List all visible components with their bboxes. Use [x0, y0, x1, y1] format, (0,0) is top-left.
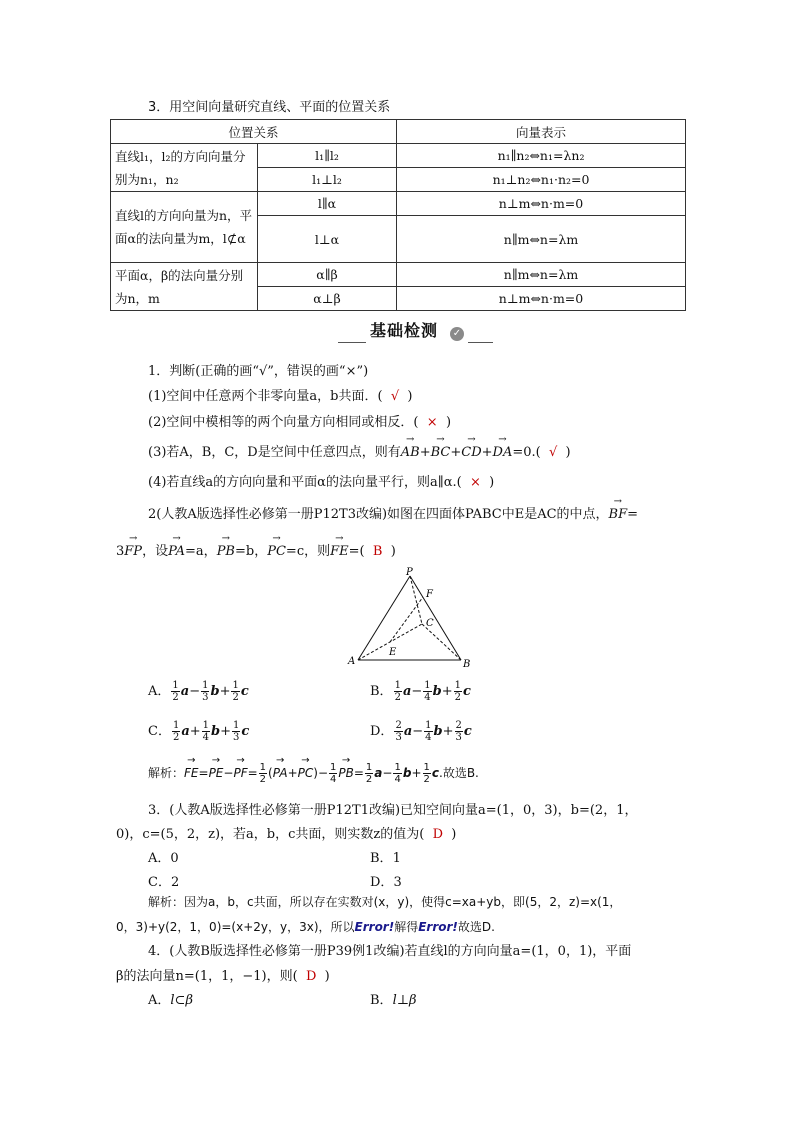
option-label: C．	[148, 724, 171, 739]
solution-text: 解得	[394, 920, 419, 934]
option-text: l⊂β	[170, 993, 193, 1008]
solution-tail: 故选B.	[442, 766, 479, 780]
q1-answer: √	[390, 389, 400, 404]
group-desc: 直线l₁，l₂的方向向量分别为n₁，n₂	[111, 144, 258, 192]
relation-cell: α∥β	[258, 263, 397, 287]
q2-solution: 解析：→ FE=→ PE−→ PF= $\frac{1}{2}$ (→ PA+→ PC)− $\frac{1}{4}$ → PB= $\frac{1}{2}$ a− $\frac{1}{4}$ b+ $\frac{1}{2}$ c.故选B.	[148, 762, 479, 785]
relation-table	[110, 119, 686, 311]
option-label: D．	[370, 724, 394, 739]
q4-answer: D	[305, 969, 317, 984]
q4-text: β的法向量n=(1，1，−1)，则(	[116, 969, 298, 984]
q1-item	[148, 471, 494, 490]
solution-label: 解析：	[148, 766, 185, 780]
option-text: 2	[170, 875, 180, 890]
header-relation: 位置关系	[111, 120, 397, 144]
check-icon: ✓	[450, 327, 464, 341]
option-text: 1	[392, 851, 401, 866]
segment-fe	[390, 597, 423, 642]
q2-option-b[interactable]: B． $\frac{1}{2}$ a− $\frac{1}{4}$ b+ $\frac{1}{2}$ c	[370, 680, 471, 703]
q4-paren: )	[324, 969, 330, 984]
q4-option-a[interactable]	[148, 989, 193, 1008]
group-desc: 平面α，β的法向量分别为n，m	[111, 263, 258, 311]
q3-stem-line2	[116, 823, 456, 842]
q1-item-text: (1)空间中任意两个非零向量a，b共面．(	[148, 389, 383, 404]
q1-paren: )	[489, 475, 495, 490]
vector-cell: n⊥m⇔n·m=0	[397, 192, 686, 216]
vector-cell: n₁⊥n₂⇔n₁·n₂=0	[397, 168, 686, 192]
tetrahedron-figure	[340, 566, 475, 672]
q1-item	[148, 411, 451, 430]
q2-option-c[interactable]: C． $\frac{1}{2}$ a+ $\frac{1}{4}$ b+ $\frac{1}{3}$ c	[148, 720, 250, 743]
relation-cell: l∥α	[258, 192, 397, 216]
q1-answer: √	[548, 445, 558, 460]
label-p: P	[406, 567, 413, 578]
header-vector: 向量表示	[397, 120, 686, 144]
option-label: B．	[370, 684, 393, 699]
q2-text: ，设	[142, 544, 169, 559]
q2-text: =(	[348, 544, 365, 559]
vector-cell: n∥m⇔n=λm	[397, 263, 686, 287]
q2-text: =c，则	[285, 544, 331, 559]
banner-rule-left	[338, 342, 366, 343]
q3-solution-line2	[116, 918, 495, 935]
q2-option-a[interactable]: A． $\frac{1}{2}$ a− $\frac{1}{3}$ b+ $\frac{1}{2}$ c	[148, 680, 249, 703]
group-desc: 直线l的方向向量为n，平面α的法向量为m，l⊄α	[111, 192, 258, 263]
edge-pa	[358, 576, 410, 660]
q1-paren: )	[407, 389, 413, 404]
q2-text: 3	[116, 544, 125, 559]
edge-bc	[422, 624, 461, 660]
q1-paren: )	[565, 445, 571, 460]
error-text: Error!	[418, 920, 458, 934]
option-label: A．	[148, 993, 171, 1008]
q2-text: =a，	[185, 544, 217, 559]
q3-option-a[interactable]	[148, 847, 179, 866]
solution-text: 0，3)+y(2，1，0)=(x+2y，y，3x)，所以	[116, 920, 355, 934]
label-e: E	[389, 647, 397, 658]
q2-stem-line2: 3→ FP，设→ PA=a，→ PB=b，→ PC=c，则→ FE=( B )	[116, 540, 396, 559]
q4-option-b[interactable]	[370, 989, 416, 1008]
q1-item-text: (3)若A，B，C，D是空间中任意四点，则有	[148, 445, 401, 460]
q2-text: 2(人教A版选择性必修第一册P12T3改编)如图在四面体PABC中E是AC的中点，	[148, 507, 609, 522]
section-banner	[338, 318, 493, 346]
q3-option-b[interactable]	[370, 847, 401, 866]
relation-cell: l⊥α	[258, 216, 397, 263]
option-label: A．	[148, 851, 171, 866]
option-label: B．	[370, 851, 393, 866]
section-title: 3．用空间向量研究直线、平面的位置关系	[148, 100, 391, 115]
label-c: C	[426, 618, 434, 629]
option-label: A．	[148, 684, 171, 699]
q3-option-d[interactable]	[370, 871, 402, 890]
q4-stem-line1: 4．(人教B版选择性必修第一册P39例1改编)若直线l的方向向量a=(1，0，1)，平面	[148, 944, 632, 959]
option-text: 3	[393, 875, 402, 890]
q1-answer: ×	[426, 415, 438, 430]
label-f: F	[426, 589, 433, 600]
q1-item: (3)若A，B，C，D是空间中任意四点，则有→ AB+→ BC+→ CD+→ DA=0.( √ )	[148, 441, 571, 460]
q3-answer: D	[432, 827, 444, 842]
q3-option-c[interactable]	[148, 871, 179, 890]
option-text: l⊥β	[392, 993, 417, 1008]
q3-stem-line1: 3．(人教A版选择性必修第一册P12T1改编)已知空间向量a=(1，0，3)，b=(2，1，	[148, 803, 638, 818]
q2-paren: )	[390, 544, 396, 559]
banner-rule-right	[468, 342, 493, 343]
q1-item	[148, 385, 412, 404]
q1-item-text: =0.(	[512, 445, 541, 460]
q3-text: 0)，c=(5，2，z)，若a，b，c共面，则实数z的值为(	[116, 827, 425, 842]
label-a: A	[348, 656, 356, 667]
option-label: D．	[370, 875, 394, 890]
banner-title: 基础检测	[370, 321, 439, 340]
label-b: B	[463, 659, 471, 670]
q4-stem-line2	[116, 965, 330, 984]
relation-cell: l₁∥l₂	[258, 144, 397, 168]
q1-stem: 1．判断(正确的画“√”，错误的画“×”)	[148, 364, 369, 379]
solution-text: 故选D.	[457, 920, 495, 934]
error-text: Error!	[354, 920, 395, 934]
vector-cell: n∥m⇔n=λm	[397, 216, 686, 263]
q2-text: =b，	[235, 544, 268, 559]
vector-cell: n₁∥n₂⇔n₁=λn₂	[397, 144, 686, 168]
q1-paren: )	[445, 415, 452, 430]
q3-paren: )	[451, 827, 457, 842]
q2-text: =	[627, 507, 639, 522]
option-text: 0	[170, 851, 179, 866]
relation-cell: α⊥β	[258, 287, 397, 311]
relation-cell: l₁⊥l₂	[258, 168, 397, 192]
q2-answer: B	[372, 544, 383, 559]
q2-stem-line1: 2(人教A版选择性必修第一册P12T3改编)如图在四面体PABC中E是AC的中点，→ BF=	[148, 503, 638, 522]
q1-item-text: (4)若直线a的方向向量和平面α的法向量平行，则a∥α.(	[148, 475, 462, 490]
option-label: B．	[370, 993, 393, 1008]
edge-pb	[410, 576, 461, 660]
q2-option-d[interactable]: D． $\frac{2}{3}$ a− $\frac{1}{4}$ b+ $\frac{2}{3}$ c	[370, 720, 472, 743]
option-label: C．	[148, 875, 171, 890]
q1-item-text: (2)空间中模相等的两个向量方向相同或相反．(	[148, 415, 419, 430]
vector-cell: n⊥m⇔n·m=0	[397, 287, 686, 311]
q1-answer: ×	[469, 475, 481, 490]
q3-solution-line1: 解析：因为a，b，c共面，所以存在实数对(x，y)，使得c=xa+yb，即(5，2，z)=x(1，	[148, 895, 622, 909]
